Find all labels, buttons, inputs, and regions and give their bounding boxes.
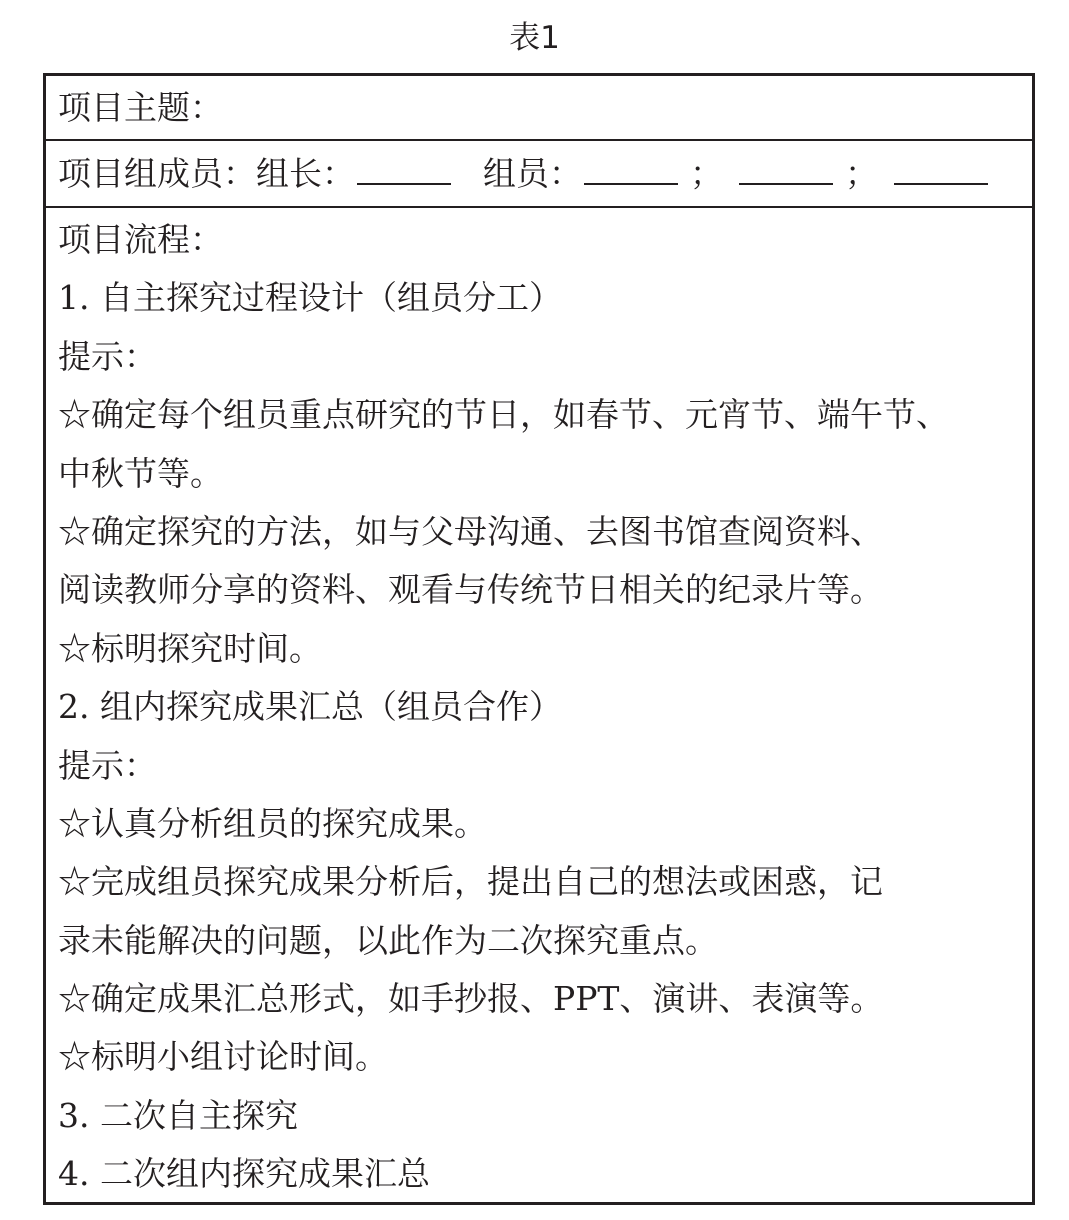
process-line: ☆标明小组讨论时间。 [58, 1037, 388, 1077]
process-line: ☆确定每个组员重点研究的节日，如春节、元宵节、端午节、 [58, 395, 949, 435]
project-form-table [43, 73, 1035, 1205]
member-label: 组员： [483, 154, 582, 193]
process-line: 2. 组内探究成果汇总（组员合作） [58, 687, 562, 727]
theme-label: 项目主题： [58, 88, 223, 127]
process-line: ☆确定探究的方法，如与父母沟通、去图书馆查阅资料、 [58, 511, 883, 551]
member-separator-1: ； [690, 154, 723, 193]
theme-row [46, 76, 1032, 141]
process-line: ☆标明探究时间。 [58, 628, 322, 668]
process-line: ☆认真分析组员的探究成果。 [58, 803, 487, 843]
process-line: ☆完成组员探究成果分析后，提出自己的想法或困惑，记 [58, 862, 883, 902]
process-line: 中秋节等。 [58, 453, 223, 493]
members-row [46, 141, 1032, 208]
leader-blank[interactable] [357, 155, 451, 185]
member-blank-3[interactable] [894, 155, 988, 185]
member-separator-2: ； [845, 154, 878, 193]
process-line: 阅读教师分享的资料、观看与传统节日相关的纪录片等。 [58, 570, 883, 610]
leader-label: 组长： [256, 154, 355, 193]
process-section [46, 211, 1032, 1204]
members-label: 项目组成员： [58, 154, 256, 193]
process-line: 提示： [58, 336, 157, 376]
process-line: 3. 二次自主探究 [58, 1095, 298, 1135]
process-title: 项目流程： [58, 220, 223, 259]
process-line: ☆确定成果汇总形式，如手抄报、PPT、演讲、表演等。 [58, 979, 884, 1019]
process-line: 录未能解决的问题，以此作为二次探究重点。 [58, 920, 718, 960]
process-line: 提示： [58, 745, 157, 785]
table-caption: 表1 [509, 20, 560, 56]
process-line: 4. 二次组内探究成果汇总 [58, 1154, 430, 1194]
member-blank-2[interactable] [739, 155, 833, 185]
process-line: 1. 自主探究过程设计（组员分工） [58, 278, 562, 318]
member-blank-1[interactable] [584, 155, 678, 185]
